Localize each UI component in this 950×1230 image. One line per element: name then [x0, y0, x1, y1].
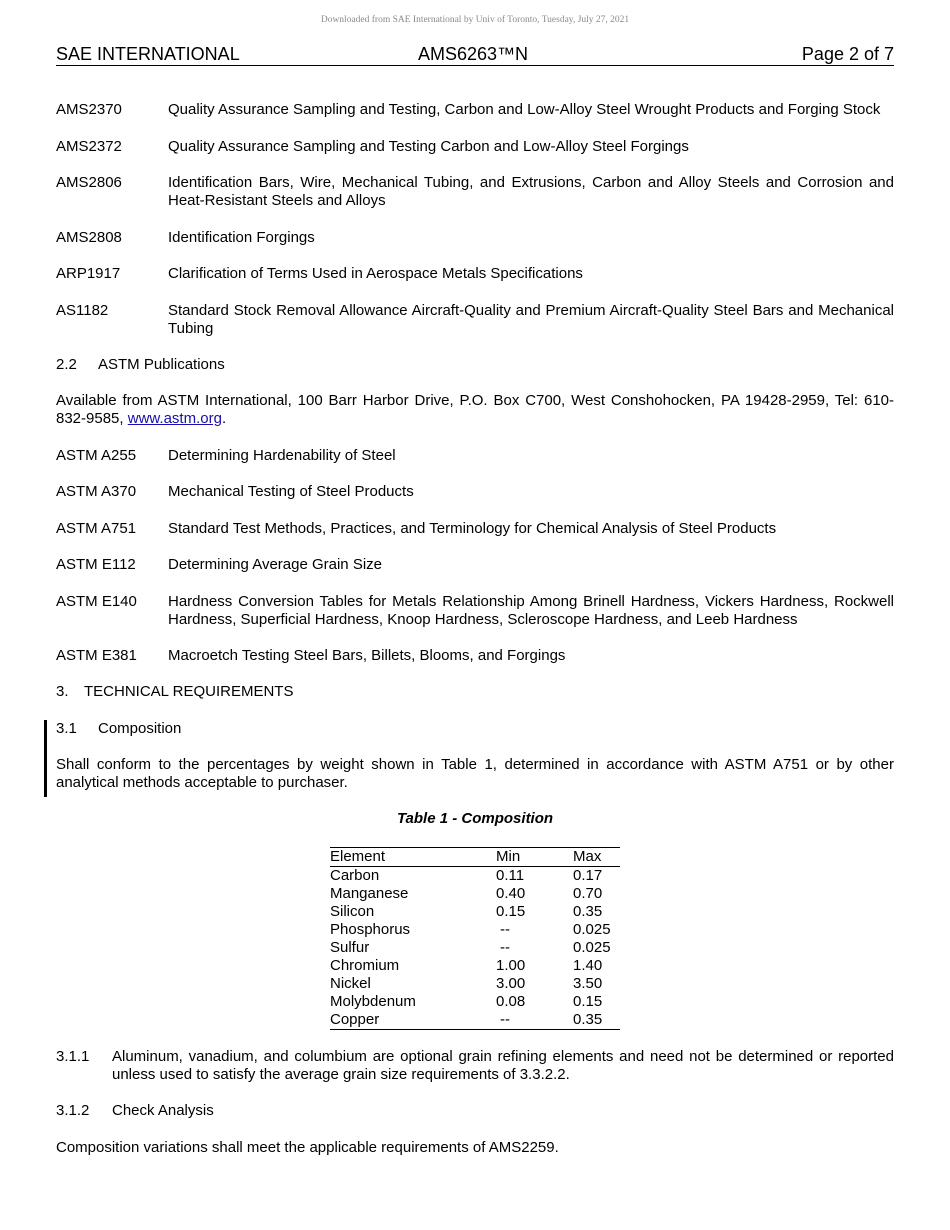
cell-element: Silicon — [330, 903, 375, 920]
reference-entry — [56, 447, 894, 465]
table-caption: Table 1 - Composition — [396, 810, 554, 827]
reference-title: Quality Assurance Sampling and Testing, Carbon and Low-Alloy Steel Wrought Products and Forging Stock — [168, 101, 881, 118]
reference-title: Determining Hardenability of Steel — [168, 447, 396, 464]
section-title: Composition — [98, 720, 182, 737]
section-number: 3.1.2 — [56, 1102, 90, 1119]
reference-code: ASTM E381 — [56, 647, 137, 664]
column-header-max: Max — [573, 848, 620, 867]
composition-paragraph: Shall conform to the percentages by weight shown in Table 1, determined in accordance with ASTM A751 or by other analytical methods acceptable to purchaser. — [56, 756, 894, 791]
reference-entry — [56, 520, 894, 538]
cell-min: 0.11 — [496, 867, 525, 884]
cell-element: Manganese — [330, 885, 409, 902]
section-heading-3-1-2 — [56, 1102, 214, 1119]
cell-min: 0.15 — [496, 903, 526, 920]
reference-entry — [56, 483, 894, 501]
table-row — [330, 867, 620, 886]
table-header-row — [330, 848, 620, 867]
reference-title: Standard Stock Removal Allowance Aircraft-Quality and Premium Aircraft-Quality Steel Bars and Mechanical Tubing — [168, 302, 894, 337]
cell-max: 0.025 — [573, 939, 611, 956]
page-header — [56, 44, 894, 66]
reference-entry — [56, 229, 894, 247]
section-heading-2-2 — [56, 356, 225, 373]
cell-max: 0.15 — [573, 993, 603, 1010]
column-header-element: Element — [330, 848, 496, 867]
reference-title: Standard Test Methods, Practices, and Terminology for Chemical Analysis of Steel Products — [168, 520, 777, 537]
reference-title: Identification Bars, Wire, Mechanical Tubing, and Extrusions, Carbon and Alloy Steels and Corrosion and Heat-Resistant Steels and Alloys — [168, 174, 894, 209]
table-row — [330, 957, 620, 975]
cell-element: Chromium — [330, 957, 400, 974]
composition-table — [330, 847, 620, 1030]
table-row — [330, 939, 620, 957]
cell-min: -- — [496, 1011, 573, 1030]
reference-code: ASTM E112 — [56, 556, 136, 573]
reference-title: Clarification of Terms Used in Aerospace Metals Specifications — [168, 265, 583, 282]
section-title: Check Analysis — [112, 1102, 214, 1119]
section-title: TECHNICAL REQUIREMENTS — [84, 683, 294, 700]
section-number: 2.2 — [56, 356, 77, 373]
section-text: Aluminum, vanadium, and columbium are optional grain refining elements and need not be determined or reported unless used to satisfy the average grain size requirements of 3.3.2.2. — [112, 1048, 894, 1083]
reference-entry — [56, 302, 894, 338]
cell-element: Sulfur — [330, 939, 370, 956]
reference-code: ARP1917 — [56, 265, 121, 282]
section-heading-3-1 — [56, 720, 181, 737]
reference-title: Quality Assurance Sampling and Testing Carbon and Low-Alloy Steel Forgings — [168, 138, 689, 155]
astm-website-link[interactable]: www.astm.org — [127, 410, 222, 427]
cell-element: Copper — [330, 1011, 496, 1030]
cell-max: 3.50 — [573, 975, 603, 992]
reference-code: ASTM A370 — [56, 483, 137, 500]
header-page-number: Page 2 of 7 — [801, 44, 894, 64]
header-doc-number: AMS6263™N — [418, 44, 529, 64]
reference-code: AMS2808 — [56, 229, 122, 246]
table-row — [330, 885, 620, 903]
table-row — [330, 993, 620, 1011]
reference-code: AS1182 — [56, 302, 109, 319]
reference-title: Mechanical Testing of Steel Products — [168, 483, 414, 500]
reference-code: ASTM A255 — [56, 447, 137, 464]
cell-min: 1.00 — [496, 957, 526, 974]
reference-code: ASTM E140 — [56, 593, 137, 610]
cell-max: 0.025 — [573, 921, 611, 938]
table-row — [330, 1011, 620, 1030]
cell-element: Nickel — [330, 975, 371, 992]
cell-max: 0.35 — [573, 1011, 620, 1030]
reference-entry — [56, 556, 894, 574]
reference-entry — [56, 174, 894, 210]
section-title: ASTM Publications — [98, 356, 225, 373]
cell-max: 0.17 — [573, 867, 603, 884]
reference-title: Determining Average Grain Size — [168, 556, 382, 573]
reference-code: ASTM A751 — [56, 520, 137, 537]
cell-max: 1.40 — [573, 957, 603, 974]
availability-text: Available from ASTM International, 100 Barr Harbor Drive, P.O. Box C700, West Conshohocken, PA 19428-2959, Tel: 610-832-9585, — [56, 392, 894, 427]
cell-element: Phosphorus — [330, 921, 411, 938]
cell-max: 0.35 — [573, 903, 603, 920]
download-notice: Downloaded from SAE International by Univ of Toronto, Tuesday, July 27, 2021 — [320, 15, 630, 25]
cell-element: Carbon — [330, 867, 380, 884]
change-bar — [44, 720, 47, 797]
cell-min: 0.40 — [496, 885, 526, 902]
section-number: 3.1 — [56, 720, 77, 737]
reference-code: AMS2806 — [56, 174, 122, 191]
reference-entry — [56, 101, 894, 119]
availability-period: . — [221, 410, 227, 427]
reference-entry — [56, 265, 894, 283]
table-row — [330, 903, 620, 921]
cell-element: Molybdenum — [330, 993, 416, 1010]
reference-code: AMS2370 — [56, 101, 122, 118]
section-number: 3.1.1 — [56, 1048, 90, 1065]
cell-min: -- — [500, 939, 510, 956]
reference-title: Macroetch Testing Steel Bars, Billets, Blooms, and Forgings — [168, 647, 566, 664]
section-number: 3. — [56, 683, 69, 700]
reference-entry — [56, 138, 894, 156]
table-row — [330, 975, 620, 993]
reference-title: Hardness Conversion Tables for Metals Relationship Among Brinell Hardness, Vickers Hardness, Rockwell Hardness, Superficial Hardness, Knoop Hardness, Scleroscope Hardness, and Leeb Hardness — [168, 593, 894, 628]
reference-entry — [56, 593, 894, 629]
cell-min: 0.08 — [496, 993, 526, 1010]
reference-title: Identification Forgings — [168, 229, 315, 246]
reference-entry — [56, 647, 894, 665]
table-row — [330, 921, 620, 939]
section-3-1-1 — [56, 1048, 894, 1084]
reference-code: AMS2372 — [56, 138, 122, 155]
cell-min: 3.00 — [496, 975, 526, 992]
header-org: SAE INTERNATIONAL — [56, 44, 240, 64]
check-analysis-paragraph: Composition variations shall meet the applicable requirements of AMS2259. — [56, 1139, 559, 1156]
astm-availability-paragraph — [56, 392, 894, 428]
section-heading-3 — [56, 683, 293, 700]
cell-min: -- — [500, 921, 510, 938]
cell-max: 0.70 — [573, 885, 603, 902]
column-header-min: Min — [496, 848, 573, 867]
